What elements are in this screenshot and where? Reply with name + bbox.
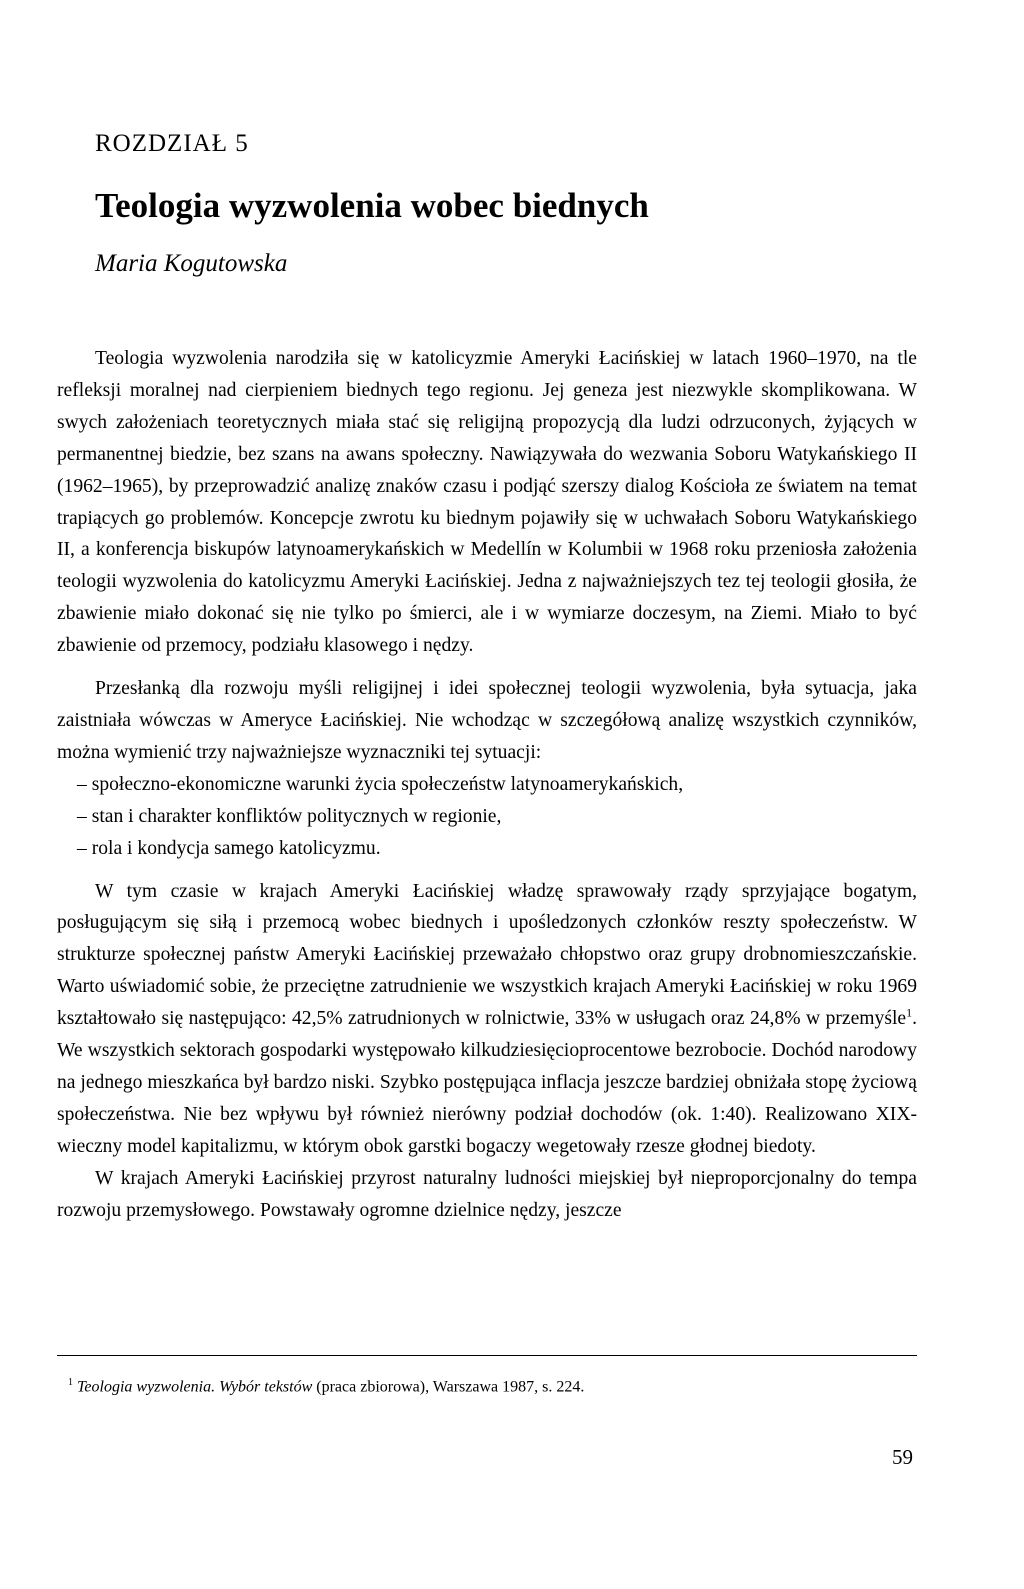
footnote-number: 1 xyxy=(68,1377,73,1388)
author-name: Maria Kogutowska xyxy=(95,250,288,277)
paragraph-4: W krajach Ameryki Łacińskiej przyrost naturalny ludności miejskiej był nieproporcjonalny do tempa rozwoju przemysłowego. Powstawały ogromne dzielnice nędzy, jeszcze xyxy=(57,1167,917,1221)
list-item: – stan i charakter konfliktów politycznych w regionie, xyxy=(77,805,502,827)
footnote-source-details: (praca zbiorowa), Warszawa 1987, s. 224. xyxy=(312,1378,585,1396)
factors-list xyxy=(57,769,917,865)
paragraph-3-part-b: . We wszystkich sektorach gospodarki występowało kilkudziesięcioprocentowe bezrobocie. Dochód narodowy na jednego mieszkańca był bardzo niski. Szybko postępująca inflacja jeszcze bardziej obniżała stopę życiową społeczeństwa. Nie bez wpływu był również nierówny podział dochodów (ok. 1:40). Realizowano XIX-wieczny model kapitalizmu, w którym obok garstki bogaczy wegetowały rzesze głodnej biedoty. xyxy=(57,1008,917,1157)
list-item: – społeczno-ekonomiczne warunki życia społeczeństw latynoamerykańskich, xyxy=(77,773,684,795)
footnote-source-title: Teologia wyzwolenia. Wybór tekstów xyxy=(77,1378,313,1396)
chapter-title: Teologia wyzwolenia wobec biednych xyxy=(95,186,649,225)
paragraph-3 xyxy=(57,876,917,1163)
paragraph-1: Teologia wyzwolenia narodziła się w katolicyzmie Ameryki Łacińskiej w latach 1960–1970, na tle refleksji moralnej nad cierpieniem biednych tego regionu. Jej geneza jest niezwykle skomplikowana. W swych założeniach teoretycznych miała stać się religijną propozycją dla ludzi odrzuconych, żyjących w permanentnej biedzie, bez szans na awans społeczny. Nawiązywała do wezwania Soboru Watykańskiego II (1962–1965), by przeprowadzić analizę znaków czasu i podjąć szerszy dialog Kościoła ze światem na temat trapiących go problemów. Koncepcje zwrotu ku biednym pojawiły się w uchwałach Soboru Watykańskiego II, a konferencja biskupów latynoamerykańskich w Medellín w Kolumbii w 1968 roku przeniosła założenia teologii wyzwolenia do katolicyzmu Ameryki Łacińskiej. Jedna z najważniejszych tez tej teologii głosiła, że zbawienie miało dokonać się nie tylko po śmierci, ale i w wymiarze doczesym, na Ziemi. Miało to być zbawienie od przemocy, podziału klasowego i nędzy. xyxy=(57,348,917,657)
footnote xyxy=(68,1377,584,1396)
footnote-separator xyxy=(57,1355,917,1356)
page-number: 59 xyxy=(892,1445,913,1469)
chapter-label: ROZDZIAŁ 5 xyxy=(95,130,249,157)
footnote-reference[interactable]: 1 xyxy=(906,1005,913,1020)
paragraph-2: Przesłanką dla rozwoju myśli religijnej i idei społecznej teologii wyzwolenia, była sytuacja, jaka zaistniała wówczas w Ameryce Łacińskiej. Nie wchodząc w szczegółową analizę wszystkich czynników, można wymienić trzy najważniejsze wyznaczniki tej sytuacji: xyxy=(57,678,917,763)
list-item: – rola i kondycja samego katolicyzmu. xyxy=(77,837,381,859)
body-text xyxy=(57,343,917,1226)
paragraph-3-part-a: W tym czasie w krajach Ameryki Łacińskiej władzę sprawowały rządy sprzyjające bogatym, posługującym się siłą i przemocą wobec biednych i upośledzonych członków reszty społeczeństw. W strukturze społecznej państw Ameryki Łacińskiej przeważało chłopstwo oraz grupy drobnomieszczańskie. Warto uświadomić sobie, że przeciętne zatrudnienie we wszystkich krajach Ameryki Łacińskiej w roku 1969 kształtowało się następująco: 42,5% zatrudnionych w rolnictwie, 33% w usługach oraz 24,8% w przemyśle xyxy=(57,880,917,1030)
